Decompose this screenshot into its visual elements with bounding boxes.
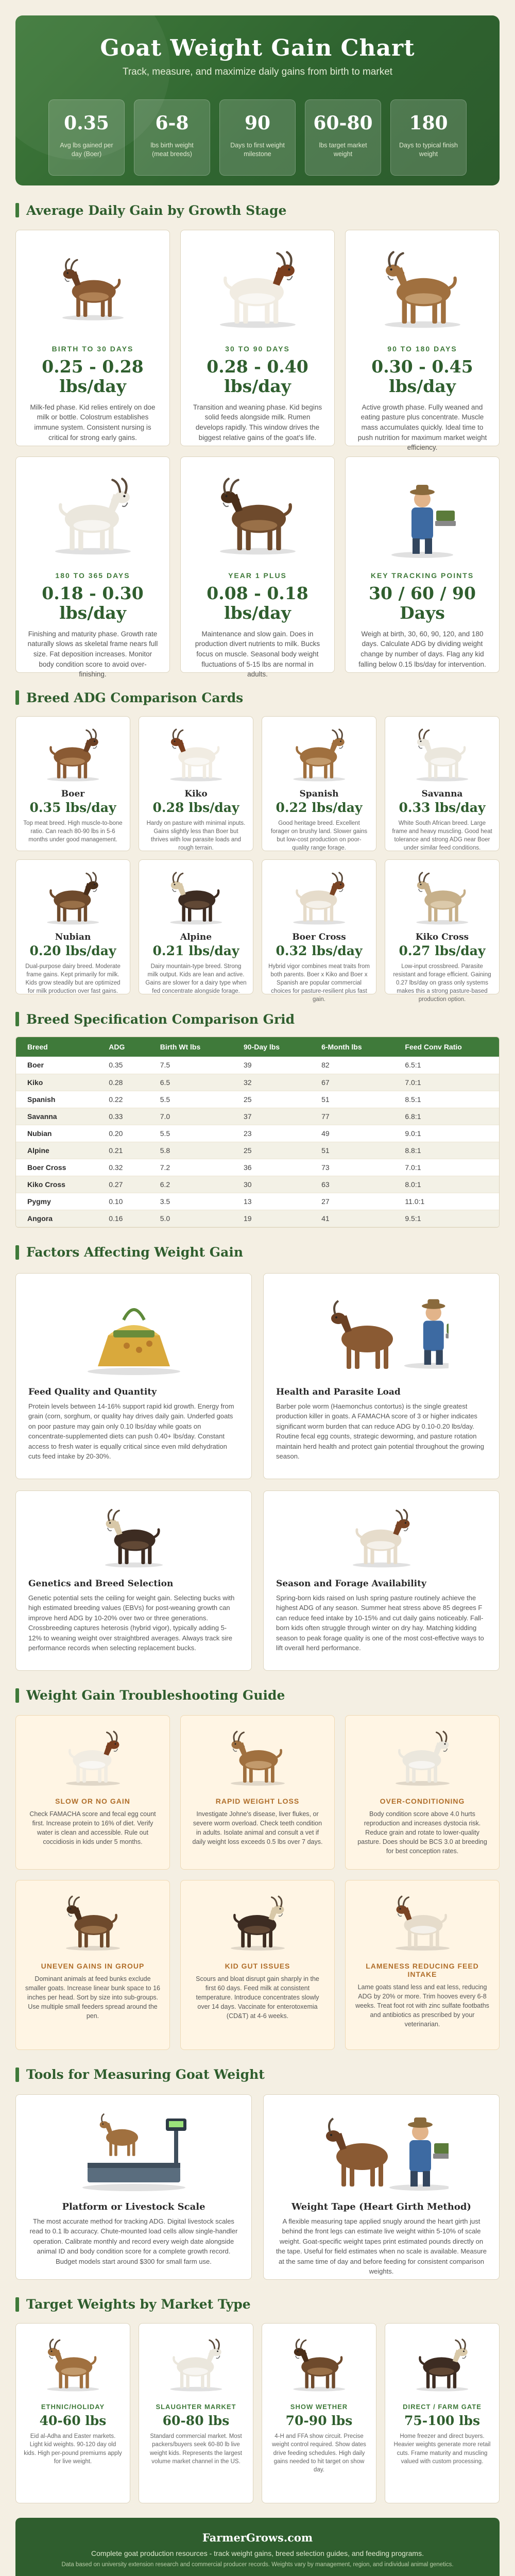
table-cell-breed: Boer: [16, 1057, 97, 1074]
stage-period: 30 TO 90 DAYS: [225, 345, 290, 353]
tool-description: The most accurate method for tracking ADG. Digital livestock scales read to 0.1 lb accuracy. Chute-mounted load cells allow single-handler operation. Calibrate monthly and record every weigh date alongside animal ID and body condition score for a complete growth record. Budget models start around $300 for small farm use.: [29, 2217, 238, 2265]
table-cell: 9.0:1: [393, 1125, 499, 1142]
stage-card: [15, 230, 170, 446]
stage-period: 90 TO 180 DAYS: [387, 345, 457, 353]
stage-description: Transition and weaning phase. Kid begins solid feeds alongside milk. Rumen develops rapidly. This window drives the biggest relative gains of the goat's life.: [193, 403, 322, 442]
goat-grazing-icon: [192, 240, 323, 337]
stat-value: 60-80: [313, 112, 373, 134]
target-description: Eid al-Adha and Easter markets. Light kid weights. 90-120 day old kids. High per-pound premiums apply for live weight.: [24, 2433, 122, 2465]
page-subtitle: Track, measure, and maximize daily gains from birth to market: [122, 66, 393, 77]
breed-card: [15, 716, 130, 851]
breed-name: Alpine: [180, 932, 212, 942]
target-weight: 40-60 lbs: [39, 2413, 107, 2429]
goat-breed-icon: [391, 867, 493, 928]
hero-banner: [15, 15, 500, 185]
goat-market-icon: [146, 2331, 246, 2398]
stage-card: [180, 456, 335, 679]
table-cell-breed: Nubian: [16, 1125, 97, 1142]
breed-name: Savanna: [421, 789, 463, 799]
stat-card: [305, 99, 381, 176]
stage-description: Maintenance and slow gain. Does in production divert nutrients to milk. Bucks focus on muscle. Seasonal body weight fluctuations of 5-15 lbs are normal in adults.: [195, 630, 320, 679]
breed-adg: 0.21 lbs/day: [152, 943, 239, 958]
target-market: DIRECT / FARM GATE: [403, 2402, 482, 2411]
heading-accent-bar: [15, 203, 19, 217]
goat-issue-icon: [25, 1724, 160, 1792]
goat-kid-icon: [27, 240, 158, 337]
stat-value: 180: [409, 112, 448, 134]
stage-description: Weigh at birth, 30, 60, 90, 120, and 180 days. Calculate ADG by dividing weight change by number of days. Flag any kid falling below 0.15 lbs/day for intervention.: [358, 630, 486, 668]
table-cell: 7.5: [149, 1057, 232, 1074]
goat-issue-icon: [190, 1724, 325, 1792]
table-cell: 6.5: [149, 1074, 232, 1091]
table-cell: 0.32: [97, 1159, 149, 1176]
table-cell: 0.33: [97, 1108, 149, 1125]
trouble-card: [180, 1880, 335, 2050]
table-cell: 7.2: [149, 1159, 232, 1176]
table-cell-breed: Alpine: [16, 1142, 97, 1159]
table-cell: 11.0:1: [393, 1193, 499, 1210]
section-title: Factors Affecting Weight Gain: [26, 1245, 243, 1260]
breed-description: Hardy on pasture with minimal inputs. Gains slightly less than Boer but thrives with low parasite loads and rough terrain.: [146, 820, 246, 852]
goat-breed-icon: [268, 867, 370, 928]
table-cell: 0.22: [97, 1091, 149, 1108]
table-row: [16, 1159, 499, 1176]
goat-market-icon: [392, 2331, 492, 2398]
breed-card: [385, 716, 500, 851]
goat-standing-icon: [357, 240, 488, 337]
table-cell: 41: [310, 1210, 393, 1227]
table-cell: 77: [310, 1108, 393, 1125]
trouble-description: Check FAMACHA score and fecal egg count first. Increase protein to 16% of diet. Verify water is clean and accessible. Rule out coccidiosis in kids under 5 months.: [29, 1810, 156, 1845]
target-card: [139, 2323, 253, 2503]
section-title: Breed Specification Comparison Grid: [26, 1011, 295, 1027]
goat-issue-icon: [355, 1889, 490, 1957]
breed-name: Boer Cross: [292, 932, 346, 942]
table-row: [16, 1125, 499, 1142]
table-row: [16, 1193, 499, 1210]
factor-description: Barber pole worm (Haemonchus contortus) is the single greatest production killer in goats. A FAMACHA score of 3 or higher indicates significant worm burden that can reduce ADG by 0.10-0.20 lbs/day. Routine fecal egg counts, strategic deworming, and pasture rotation maintain herd health and protect gain potential throughout the growing season.: [276, 1402, 485, 1460]
table-cell: 49: [310, 1125, 393, 1142]
table-cell: 6.2: [149, 1176, 232, 1193]
heading-accent-bar: [15, 1688, 19, 1703]
table-row: [16, 1210, 499, 1227]
target-market: SHOW WETHER: [290, 2402, 348, 2411]
table-cell: 3.5: [149, 1193, 232, 1210]
table-cell-breed: Angora: [16, 1210, 97, 1227]
trouble-card: [345, 1715, 500, 1870]
stage-card: [345, 456, 500, 673]
goat-issue-icon: [355, 1724, 490, 1792]
table-cell: 0.28: [97, 1074, 149, 1091]
section-heading-tools: [15, 2064, 500, 2085]
stage-period: 180 TO 365 DAYS: [55, 571, 130, 580]
trouble-description: Scours and bloat disrupt gain sharply in the first 60 days. Feed milk at consistent temperature. Introduce concentrates slowly over 14 days. Vaccinate for enterotoxemia (CD&T) at 4-6 weeks.: [196, 1975, 319, 2020]
tool-card: [15, 2094, 252, 2280]
table-cell: 8.0:1: [393, 1176, 499, 1193]
trouble-description: Investigate Johne's disease, liver flukes, or severe worm overload. Check teeth condition in adults. Isolate animal and consult a vet if daily weight loss exceeds 0.5 lbs over 7 days.: [192, 1810, 323, 1845]
section-heading-factors: [15, 1242, 500, 1263]
column-header: Breed: [16, 1037, 97, 1057]
factor-card: [263, 1490, 500, 1671]
table-cell: 23: [232, 1125, 310, 1142]
factor-description: Genetic potential sets the ceiling for weight gain. Selecting bucks with high estimated breeding values (EBVs) for post-weaning growth can improve herd ADG by 10-20% over two or three generations. Crossbreeding captures heterosis (hybrid vigor), typically adding 5-12% to weaning weight over straightbred averages. Always track sire performance records when selecting replacement bucks.: [28, 1594, 235, 1652]
goat-adult-icon: [192, 466, 323, 564]
footer-site-link[interactable]: FarmerGrows.com: [202, 2531, 313, 2544]
table-cell: 5.5: [149, 1125, 232, 1142]
target-grid: [15, 2323, 500, 2503]
table-cell: 36: [232, 1159, 310, 1176]
table-cell-breed: Boer Cross: [16, 1159, 97, 1176]
goat-breed-icon: [145, 724, 247, 785]
heading-accent-bar: [15, 1245, 19, 1260]
table-cell: 37: [232, 1108, 310, 1125]
table-cell: 0.16: [97, 1210, 149, 1227]
tool-title: Platform or Livestock Scale: [62, 2201, 205, 2212]
stage-grid: [15, 230, 500, 679]
stat-label: lbs target market weight: [319, 142, 367, 158]
factor-title: Health and Parasite Load: [276, 1386, 401, 1397]
table-header-row: [16, 1037, 499, 1057]
table-cell: 8.5:1: [393, 1091, 499, 1108]
goat-grazing-field-icon: [276, 1501, 487, 1573]
column-header: 90-Day lbs: [232, 1037, 310, 1057]
breed-card: [262, 859, 376, 1003]
section-title: Average Daily Gain by Growth Stage: [26, 202, 287, 218]
trouble-title: RAPID WEIGHT LOSS: [215, 1797, 300, 1805]
heading-accent-bar: [15, 1012, 19, 1026]
breed-card: [139, 716, 253, 851]
table-cell: 25: [232, 1091, 310, 1108]
table-cell: 6.8:1: [393, 1108, 499, 1125]
section-heading-breeds: [15, 687, 500, 708]
table-cell-breed: Kiko Cross: [16, 1176, 97, 1193]
stage-rate: 0.08 - 0.18 lbs/day: [207, 583, 308, 623]
target-description: Home freezer and direct buyers. Heavier weights generate more retail cuts. Frame maturity and muscling valued with custom processing.: [393, 2433, 491, 2465]
section-title: Tools for Measuring Goat Weight: [26, 2067, 265, 2082]
target-weight: 60-80 lbs: [162, 2413, 230, 2429]
breed-card: [15, 859, 130, 994]
column-header: Birth Wt lbs: [149, 1037, 232, 1057]
stat-label: Days to first weight milestone: [230, 142, 285, 158]
livestock-scale-icon: [28, 2104, 239, 2194]
table-cell: 5.0: [149, 1210, 232, 1227]
farmer-weighing-icon: [357, 466, 488, 564]
footer: [15, 2518, 500, 2576]
vet-examining-goat-icon: [276, 1284, 487, 1382]
breed-description: Good heritage breed. Excellent forager on brushy land. Slower gains but low-cost production on poor-quality range forage.: [270, 820, 368, 852]
stat-card: [219, 99, 296, 176]
stage-card: [180, 230, 335, 446]
trouble-card: [345, 1880, 500, 2050]
table-cell: 6.5:1: [393, 1057, 499, 1074]
section-heading-troubleshooting: [15, 1685, 500, 1706]
breed-adg: 0.22 lbs/day: [276, 800, 363, 815]
table-cell: 73: [310, 1159, 393, 1176]
table-cell: 32: [232, 1074, 310, 1091]
stage-description: Milk-fed phase. Kid relies entirely on doe milk or bottle. Colostrum establishes immune system. Consistent nursing is critical for strong early gains.: [30, 403, 156, 442]
breed-card: [262, 716, 376, 851]
trouble-title: UNEVEN GAINS IN GROUP: [41, 1961, 145, 1970]
trouble-title: KID GUT ISSUES: [225, 1961, 290, 1970]
column-header: ADG: [97, 1037, 149, 1057]
breed-name: Kiko Cross: [415, 932, 469, 942]
goat-yearling-icon: [27, 466, 158, 564]
breed-adg: 0.35 lbs/day: [29, 800, 116, 815]
stat-card: [134, 99, 210, 176]
footer-note: Data based on university extension research and commercial producer records. Weights vary by management, region, and individual animal genetics.: [61, 2561, 454, 2568]
stage-description: Active growth phase. Fully weaned and eating pasture plus concentrate. Muscle mass accumulates quickly. Ideal time to push nutrition for maximum market weight efficiency.: [357, 403, 487, 452]
breed-adg: 0.27 lbs/day: [399, 943, 486, 958]
table-cell-breed: Kiko: [16, 1074, 97, 1091]
stat-value: 90: [244, 112, 271, 134]
stat-strip: [15, 99, 500, 176]
section-title: Weight Gain Troubleshooting Guide: [26, 1688, 285, 1703]
trouble-card: [180, 1715, 335, 1870]
table-cell: 63: [310, 1176, 393, 1193]
breed-name: Kiko: [184, 789, 208, 799]
stage-period: BIRTH TO 30 DAYS: [52, 345, 134, 353]
column-header: 6-Month lbs: [310, 1037, 393, 1057]
factor-card: [263, 1273, 500, 1479]
stage-card: [345, 230, 500, 452]
target-card: [385, 2323, 500, 2503]
factor-title: Genetics and Breed Selection: [28, 1578, 174, 1589]
factor-card: [15, 1273, 252, 1479]
target-weight: 75-100 lbs: [404, 2413, 480, 2429]
table-cell: 7.0: [149, 1108, 232, 1125]
trouble-description: Body condition score above 4.0 hurts reproduction and increases dystocia risk. Reduce grain and rotate to lower-quality pasture. Does should be BCS 3.0 at breeding for best conception rates.: [357, 1810, 487, 1855]
stat-card: [390, 99, 467, 176]
goat-market-icon: [269, 2331, 369, 2398]
feed-bucket-icon: [28, 1284, 239, 1382]
stat-value: 6-8: [155, 112, 189, 134]
breed-adg: 0.33 lbs/day: [399, 800, 486, 815]
heading-accent-bar: [15, 2297, 19, 2312]
goat-breed-icon: [22, 867, 124, 928]
goat-issue-icon: [190, 1889, 325, 1957]
table-cell: 0.20: [97, 1125, 149, 1142]
table-cell: 30: [232, 1176, 310, 1193]
target-market: SLAUGHTER MARKET: [156, 2402, 236, 2411]
table-cell-breed: Spanish: [16, 1091, 97, 1108]
table-cell-breed: Savanna: [16, 1108, 97, 1125]
stat-card: [48, 99, 125, 176]
footer-tagline: Complete goat production resources - track weight gains, breed selection guides, and feeding programs.: [91, 2549, 424, 2557]
table-cell-breed: Pygmy: [16, 1193, 97, 1210]
table-cell: 51: [310, 1142, 393, 1159]
target-description: Standard commercial market. Most packers/buyers seek 60-80 lb live weight kids. Represents the largest volume market channel in the US.: [150, 2433, 242, 2465]
target-market: ETHNIC/HOLIDAY: [41, 2402, 105, 2411]
factor-title: Season and Forage Availability: [276, 1578, 426, 1589]
table-row: [16, 1108, 499, 1125]
factor-card: [15, 1490, 252, 1671]
table-cell: 5.8: [149, 1142, 232, 1159]
stage-rate: 0.25 - 0.28 lbs/day: [42, 357, 144, 396]
factor-description: Spring-born kids raised on lush spring pasture routinely achieve the highest ADG of any season. Summer heat stress above 85 degrees F can reduce feed intake by 10-15% and cut daily gains noticeably. Fall-born kids often struggle through winter on dry hay. Matching kidding season to peak forage quality is one of the most cost-effective ways to lift overall herd performance.: [276, 1594, 484, 1652]
breed-name: Nubian: [55, 932, 91, 942]
breed-description: Low-input crossbreed. Parasite resistant and forage efficient. Gaining 0.27 lbs/day on grass only systems makes this a strong pasture-based production option.: [393, 963, 491, 1003]
heading-accent-bar: [15, 2067, 19, 2082]
goat-breed-icon: [391, 724, 493, 785]
table-row: [16, 1057, 499, 1074]
table-row: [16, 1091, 499, 1108]
goat-market-icon: [23, 2331, 123, 2398]
target-card: [262, 2323, 376, 2503]
breed-adg: 0.28 lbs/day: [152, 800, 239, 815]
section-title: Breed ADG Comparison Cards: [26, 690, 244, 705]
table-cell: 39: [232, 1057, 310, 1074]
stage-period: YEAR 1 PLUS: [228, 571, 287, 580]
goat-issue-icon: [25, 1889, 160, 1957]
table-cell: 5.5: [149, 1091, 232, 1108]
trouble-card: [15, 1715, 170, 1870]
tool-description: A flexible measuring tape applied snugly around the heart girth just behind the front legs can estimate live weight within 5-10% of scale weight. Goat-specific weight tapes print estimated pounds directly on the tape. Useful for field estimates when no scale is available. Measure at the same time of day and before feeding for consistent comparison weights.: [276, 2217, 487, 2275]
tool-grid: [15, 2094, 500, 2280]
table-cell: 51: [310, 1091, 393, 1108]
breed-grid: [15, 716, 500, 1003]
column-header: Feed Conv Ratio: [393, 1037, 499, 1057]
goat-breed-icon: [22, 724, 124, 785]
breed-card: [139, 859, 253, 994]
trouble-grid: [15, 1715, 500, 2050]
trouble-description: Lame goats stand less and eat less, reducing ADG by 20% or more. Trim hooves every 6-8 weeks. Treat foot rot with zinc sulfate footbaths and antibiotics as prescribed by your veterinarian.: [355, 1983, 489, 2028]
factor-grid: [15, 1273, 500, 1671]
breed-description: Dairy mountain-type breed. Strong milk output. Kids are lean and active. Gains are slower for a dairy type when fed concentrate alongside forage.: [145, 963, 247, 995]
breed-description: Hybrid vigor combines meat traits from both parents. Boer x Kiko and Boer x Spanish are popular commercial choices for pasture-resilient plus fast gain.: [268, 963, 370, 1003]
stat-label: Days to typical finish weight: [399, 142, 458, 158]
target-weight: 70-90 lbs: [285, 2413, 353, 2429]
breed-adg: 0.32 lbs/day: [276, 943, 363, 958]
table-row: [16, 1176, 499, 1193]
table-cell: 0.21: [97, 1142, 149, 1159]
stat-label: lbs birth weight (meat breeds): [150, 142, 194, 158]
table-cell: 9.5:1: [393, 1210, 499, 1227]
trouble-title: SLOW OR NO GAIN: [55, 1797, 130, 1805]
table-cell: 8.8:1: [393, 1142, 499, 1159]
table-cell: 27: [310, 1193, 393, 1210]
stage-description: Finishing and maturity phase. Growth rate naturally slows as skeletal frame nears full size. Fat deposition increases. Monitor body condition score to avoid over-finishing.: [27, 630, 158, 679]
stage-rate: 0.30 - 0.45 lbs/day: [371, 357, 473, 396]
table-cell: 0.10: [97, 1193, 149, 1210]
factor-description: Protein levels between 14-16% support rapid kid growth. Energy from grain (corn, sorghum, or quality hay drives daily gain. Underfed goats on poor pasture may gain only 0.10 lbs/day while goats on concentrate-supplemented diets can push 0.40+ lbs/day. Constant access to fresh water is equally critical since even mild dehydration cuts feed intake by 20-30%.: [28, 1402, 234, 1460]
table-cell: 13: [232, 1193, 310, 1210]
stage-card: [15, 456, 170, 679]
goat-breed-icon: [268, 724, 370, 785]
stage-period: KEY TRACKING POINTS: [370, 571, 474, 580]
table-cell: 7.0:1: [393, 1074, 499, 1091]
trouble-title: LAMENESS REDUCING FEED INTAKE: [366, 1961, 479, 1978]
table-cell: 67: [310, 1074, 393, 1091]
stage-rate: 0.18 - 0.30 lbs/day: [42, 583, 144, 623]
stage-rate: 0.28 - 0.40 lbs/day: [207, 357, 308, 396]
table-row: [16, 1142, 499, 1159]
table-cell: 0.27: [97, 1176, 149, 1193]
section-heading-spec: [15, 1009, 500, 1029]
breed-name: Boer: [61, 789, 85, 799]
target-description: 4-H and FFA show circuit. Precise weight control required. Show dates drive feeding schedules. High daily gains needed to hit target on show day.: [272, 2433, 366, 2473]
trouble-description: Dominant animals at feed bunks exclude smaller goats. Increase linear bunk space to 16 inches per head. Sort by size into sub-groups. Use multiple small feeders spread around the pen.: [25, 1975, 160, 2020]
page-title: Goat Weight Gain Chart: [100, 35, 415, 61]
goat-breed-icon: [145, 867, 247, 928]
trouble-title: OVER-CONDITIONING: [380, 1797, 465, 1805]
table-cell: 7.0:1: [393, 1159, 499, 1176]
breed-description: Top meat breed. High muscle-to-bone ratio. Can reach 80-90 lbs in 5-6 months under good management.: [23, 820, 123, 843]
heading-accent-bar: [15, 690, 19, 705]
breed-card: [385, 859, 500, 1003]
section-title: Target Weights by Market Type: [26, 2297, 251, 2312]
table-cell: 82: [310, 1057, 393, 1074]
section-heading-stages: [15, 200, 500, 221]
goat-mother-kid-icon: [28, 1501, 239, 1573]
weight-tape-icon: [276, 2104, 487, 2194]
trouble-card: [15, 1880, 170, 2050]
spec-table: [16, 1037, 499, 1227]
stage-rate: 30 / 60 / 90 Days: [369, 583, 476, 623]
factor-title: Feed Quality and Quantity: [28, 1386, 157, 1397]
table-cell: 19: [232, 1210, 310, 1227]
spec-table-wrapper: [15, 1037, 500, 1228]
tool-title: Weight Tape (Heart Girth Method): [291, 2201, 471, 2212]
table-cell: 0.35: [97, 1057, 149, 1074]
breed-name: Spanish: [299, 789, 339, 799]
table-cell: 25: [232, 1142, 310, 1159]
target-card: [15, 2323, 130, 2503]
breed-description: White South African breed. Large frame and heavy muscling. Good heat tolerance and strong ADG near Boer under similar feed conditions.: [392, 820, 492, 852]
stat-value: 0.35: [64, 112, 109, 134]
stat-label: Avg lbs gained per day (Boer): [60, 142, 113, 158]
breed-description: Dual-purpose dairy breed. Moderate frame gains. Kept primarily for milk. Kids grow steadily but are optimized for milk production over fast gains.: [25, 963, 121, 995]
tool-card: [263, 2094, 500, 2280]
table-row: [16, 1074, 499, 1091]
section-heading-targets: [15, 2294, 500, 2315]
breed-adg: 0.20 lbs/day: [29, 943, 116, 958]
